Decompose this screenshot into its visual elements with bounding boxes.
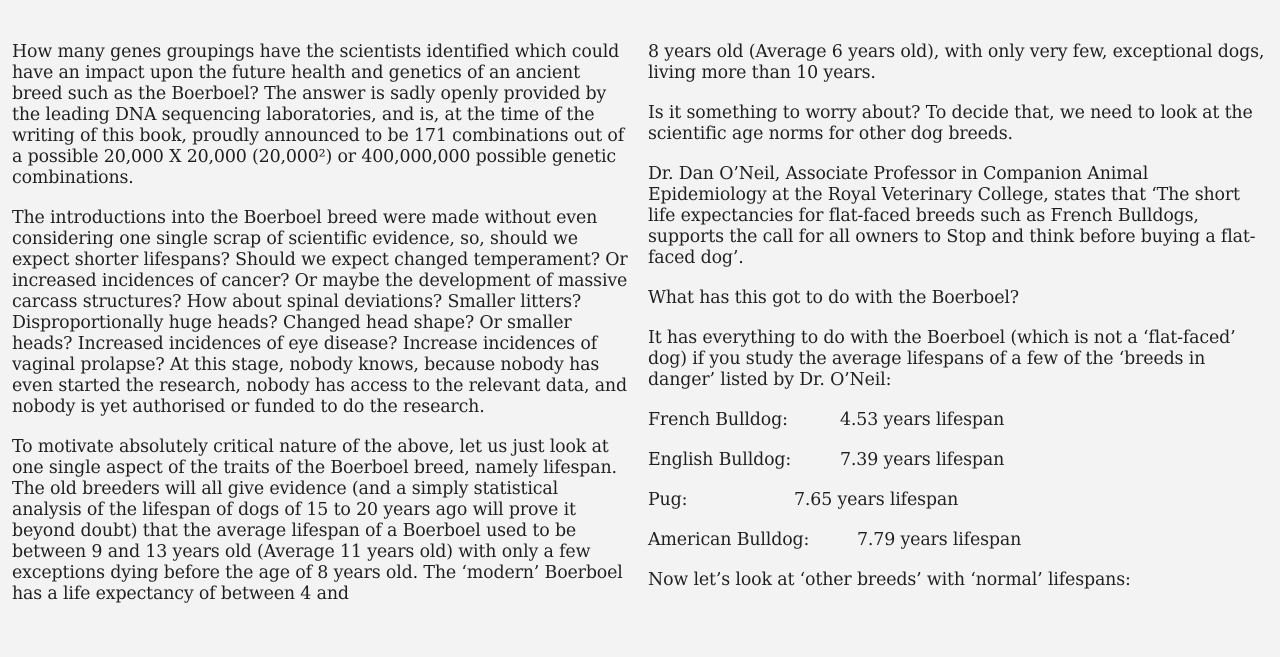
breed-label: French Bulldog:	[648, 410, 788, 430]
lifespan-value: 7.79 years lifespan	[857, 530, 1022, 550]
paragraph-boerboel-question: What has this got to do with the Boerboel?	[648, 288, 1019, 308]
paragraph-worry-question: Is it something to worry about? To decide that, we need to look at the scientific age norms for other dog breeds.	[648, 103, 1253, 144]
lifespan-row-pug	[648, 490, 1270, 511]
lifespan-row-english-bulldog	[648, 450, 1270, 471]
lifespan-row-french-bulldog	[648, 410, 1270, 431]
paragraph-other-breeds: Now let’s look at ‘other breeds’ with ‘normal’ lifespans:	[648, 570, 1131, 590]
paragraph-lifespan-motivation: To motivate absolutely critical nature of the above, let us just look at one single aspect of the traits of the Boerboel breed, namely lifespan. The old breeders will all give evidence (and a simply statistical analysis of the lifespan of dogs of 15 to 20 years ago will prove it beyond doubt) that the average lifespan of a Boerboel used to be between 9 and 13 years old (Average 11 years old) with only a few exceptions dying before the age of 8 years old. The ‘modern’ Boerboel has a life expectancy of between 4 and	[12, 437, 623, 604]
lifespan-row-american-bulldog	[648, 530, 1270, 551]
paragraph-oneil-quote: Dr. Dan O’Neil, Associate Professor in Companion Animal Epidemiology at the Royal Veterinary College, states that ‘The short life expectancies for flat-faced breeds such as French Bulldogs, supports the call for all owners to Stop and think before buying a flat-faced dog’.	[648, 164, 1256, 268]
paragraph-gene-groupings: How many genes groupings have the scientists identified which could have an impact upon the future health and genetics of an ancient breed such as the Boerboel? The answer is sadly openly provided by the leading DNA sequencing laboratories, and is, at the time of the writing of this book, proudly announced to be 171 combinations out of a possible 20,000 X 20,000 (20,000²) or 400,000,000 possible genetic combinations.	[12, 42, 625, 188]
lifespan-value: 7.65 years lifespan	[794, 490, 959, 510]
lifespan-value: 4.53 years lifespan	[840, 410, 1005, 430]
left-column	[12, 42, 630, 624]
breed-label: English Bulldog:	[648, 450, 792, 470]
paragraph-life-expectancy-continued: 8 years old (Average 6 years old), with only very few, exceptional dogs, living more than 10 years.	[648, 42, 1265, 83]
breed-label: Pug:	[648, 490, 688, 510]
paragraph-breeds-in-danger: It has everything to do with the Boerboel (which is not a ‘flat-faced’ dog) if you study the average lifespans of a few of the ‘breeds in danger’ listed by Dr. O’Neil:	[648, 328, 1236, 390]
paragraph-introductions: The introductions into the Boerboel breed were made without even considering one single scrap of scientific evidence, so, should we expect shorter lifespans? Should we expect changed temperament? Or increased incidences of cancer? Or maybe the development of massive carcass structures? How about spinal deviations? Smaller litters? Disproportionally huge heads? Changed head shape? Or smaller heads? Increased incidences of eye disease? Increase incidences of vaginal prolapse? At this stage, nobody knows, because nobody has even started the research, nobody has access to the relevant data, and nobody is yet authorised or funded to do the research.	[12, 208, 628, 417]
lifespan-value: 7.39 years lifespan	[840, 450, 1005, 470]
right-column	[648, 42, 1270, 610]
breed-label: American Bulldog:	[648, 530, 810, 550]
